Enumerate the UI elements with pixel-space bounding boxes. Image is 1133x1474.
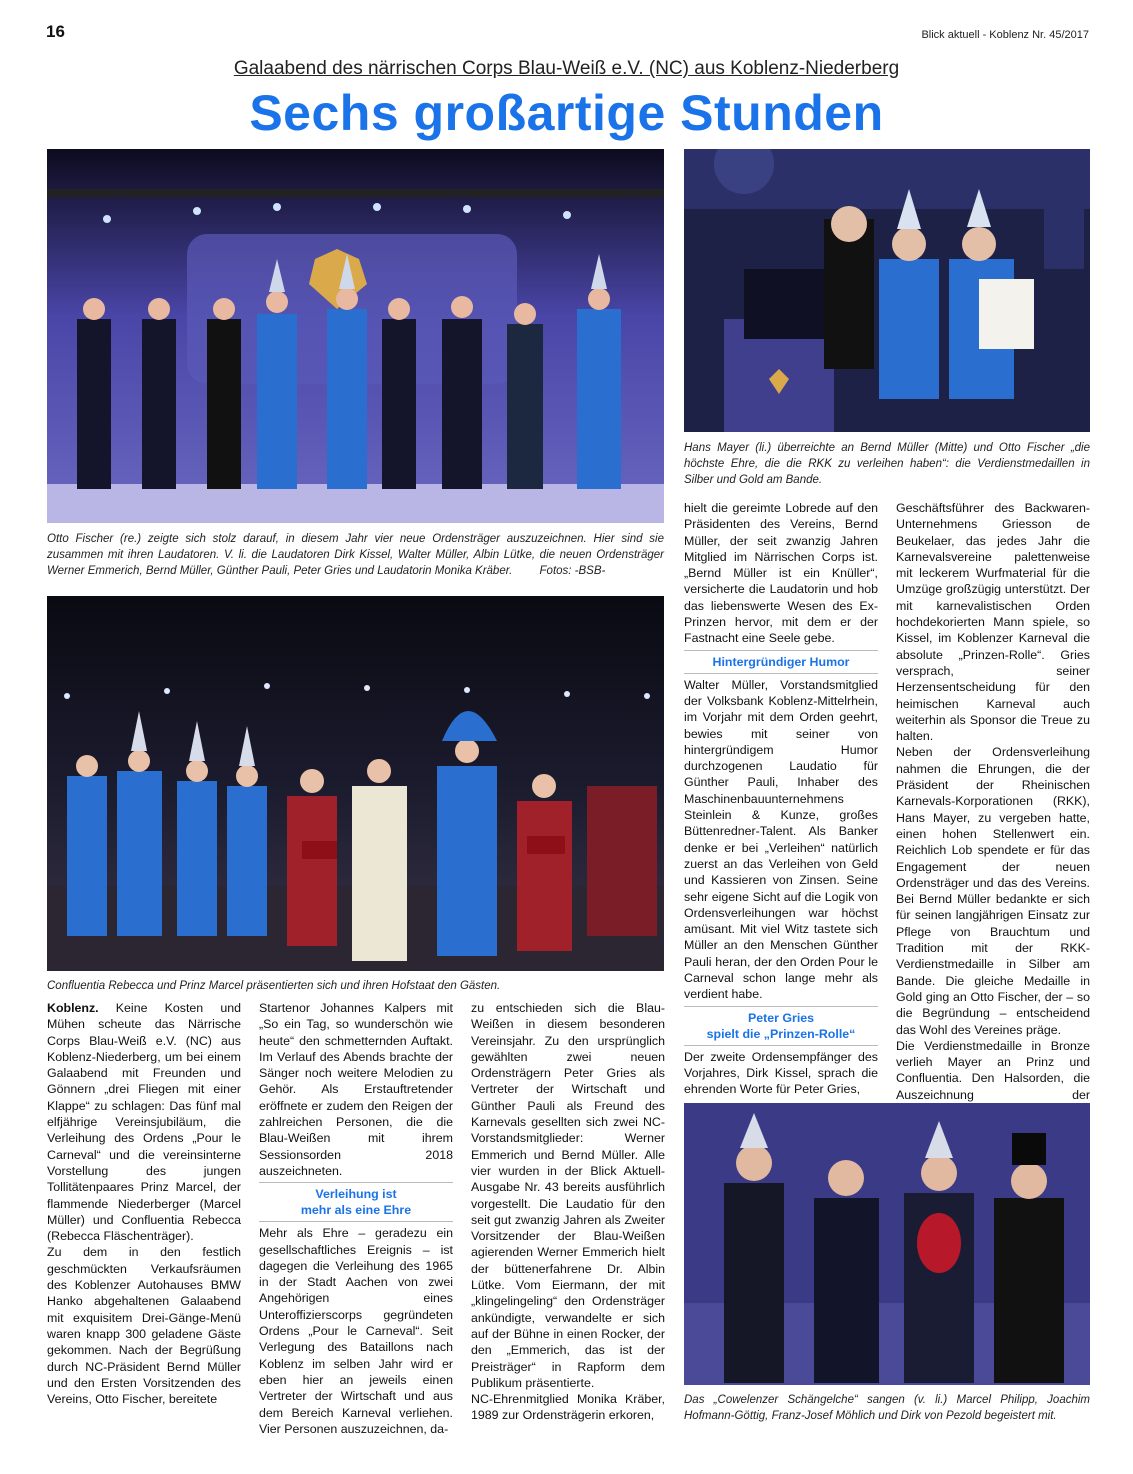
subheading (259, 1182, 453, 1222)
dateline: Koblenz. (47, 1001, 99, 1015)
subheading-line: Verleihung ist (315, 1187, 397, 1202)
issue-label: Blick aktuell - Koblenz Nr. 45/2017 (921, 29, 1089, 41)
caption-photo-court-presentation: Confluentia Rebecca und Prinz Marcel präsentierten sich und ihren Hofstaat den Gästen. (47, 980, 501, 992)
paragraph: Startenor Johannes Kalpers mit „So ein Tag, so wunderschön wie heute“ den schmetternden Auftakt. Im Verlauf des Abends brachte der Sänger noch weitere Melodien zu Gehör. Als Erstauftretender eröffnete er zudem den Reigen der zahlreichen Personen, die die Blau-Weißen mit ihrem Sessionsorden 2018 auszeichneten. (259, 1001, 453, 1178)
photo-stage-group (47, 149, 664, 523)
caption-photo-stage-group (47, 531, 664, 579)
subheading: Hintergründiger Humor (684, 650, 878, 674)
paragraph: Die Verdienstmedaille in Bronze verlieh Mayer an Prinz und Confluentia. Den Halsorden, die Auszeichnung der (896, 1038, 1090, 1102)
paragraph: Zu dem in den festlich geschmückten Verkaufsräumen des Koblenzer Autohauses BMW Hanko abgehaltenen Galaabend mit exquisitem Drei-Gänge-Menü waren knapp 300 geladene Gäste gekommen. Nach der Begrüßung durch NC-Präsident Bernd Müller und den Ersten Vorsitzenden des Vereins, Otto Fischer, bereitete (47, 1245, 241, 1407)
caption-photo-medal-presentation: Hans Mayer (li.) überreichte an Bernd Müller (Mitte) und Otto Fischer „die höchste Ehre, die die RKK zu verleihen haben“: die Verdienstmedaillen in Silber und Gold am Bande. (684, 442, 1090, 486)
paragraph: hielt die gereimte Lobrede auf den Präsidenten des Vereins, Bernd Müller, der seit zwanzig Jahren Mitglied im Närrischen Corps ist. „Bernd Müller ist ein Knüller“, versicherte die Laudatorin und hob das liebenswerte Wesen des Ex-Prinzen hervor, mit dem er der Fastnacht eine Seele gebe. (684, 501, 878, 646)
article-headline: Sechs großartige Stunden (249, 85, 884, 141)
photo-singers-image (684, 1103, 1090, 1385)
caption-text: Otto Fischer (re.) zeigte sich stolz darauf, in diesem Jahr vier neue Ordensträger auszuzeichnen. Hier sind sie zusammen mit ihren Laudatoren. V. li. die Laudatoren Dirk Kissel, Walter Müller, Albin Lütke, die neuen Ordensträger Werner Emmerich, Bernd Müller, Günther Pauli, Peter Gries und Laudatorin Monika Kräber. (47, 533, 664, 577)
paragraph: Der zweite Ordensempfänger des Vorjahres, Dirk Kissel, sprach die ehrenden Worte für Peter Gries, (684, 1049, 878, 1097)
paragraph: Geschäftsführer des Backwaren-Unternehmens Griesson de Beukelaer, das jedes Jahr die Karnevalsvereine palettenweise mit leckerem Wurfmaterial für die Umzüge großzügig unterstützt. Der mit karnevalistischen Orden hochdekorierten Mann spiele, so Kissel, im Koblenzer Karneval die absolute „Prinzen-Rolle“. Gries versprach, seiner Herzensentscheidung für den heimischen Karneval auch weiterhin als Sponsor die Treue zu halten. (896, 501, 1090, 744)
article-column-1 (47, 1000, 241, 1407)
paragraph: Neben der Ordensverleihung nahmen die Ehrungen, die der Präsident der Rheinischen Karnevals-Korporationen (RKK), Hans Mayer, zu vergeben hatte, einen hohen Stellenwert ein. Reichlich Lob spendete er für das Engagement der neuen Ordensträger und das des Vereins. Bei Bernd Müller bedankte er sich für seinen langjährigen Einsatz zur Pflege von Brauchtum und Tradition mit der RKK-Verdienstmedaille in Silber am Bande. Die gleiche Medaille in Gold ging an Otto Fischer, der – so die Begründung – entscheidend das Wohl des Vereines präge. (896, 745, 1090, 1037)
subheading-line: Peter Gries (747, 1010, 815, 1025)
photo-stage-group-image (47, 149, 664, 523)
paragraph: Mehr als Ehre – geradezu ein gesellschaftliches Ereignis – ist dagegen die Verleihung des 1965 in der Stadt Aachen von zwei Angehörigen eines Unteroffizierscorps gegründeten Ordens „Pour le Carneval“. Seit Verlegung des Bataillons nach Koblenz im selben Jahr wird er eben hier an jeweils einen Vertreter der Wirtschaft und aus dem Bereich Karneval verliehen. Vier Personen auszuzeichnen, da- (259, 1226, 453, 1436)
caption-photo-singers: Das „Cowelenzer Schängelche“ sangen (v. li.) Marcel Philipp, Joachim Hofmann-Göttig, Franz-Josef Möhlich und Dirk von Pezold begeistert mit. (684, 1394, 1090, 1422)
photo-medal-presentation-image (684, 149, 1090, 432)
subheading-line: spielt die „Prinzen-Rolle“ (706, 1026, 856, 1041)
article-column-2 (259, 1000, 453, 1437)
article-column-3-upper (684, 500, 878, 1098)
article-column-3-lower (471, 1000, 665, 1424)
article-column-4 (896, 500, 1090, 1136)
subheading (684, 1006, 878, 1046)
photo-singers (684, 1103, 1090, 1385)
paragraph: zu entschieden sich die Blau-Weißen in diesem besonderen Vereinsjahr. Zu den ursprünglich gewählten zwei neuen Ordensträgern Peter Gries als Vertreter der Wirtschaft und Günther Pauli als Freund des Karnevals gesellten sich zwei NC-Vorstandsmitglieder: Werner Emmerich und Bernd Müller. Alle vier wurden in der Blick Aktuell-Ausgabe Nr. 43 bereits ausführlich vorgestellt. Die Laudatio für den seit gut zwanzig Jahren als Zweiter Vorsitzender der Blau-Weißen agierenden Werner Emmerich hielt der büttenerfahrene Dr. Albin Lütke. Vom Eiermann, der mit „klingelingeling“ den Ordensträger ankündigte, verwandelte er sich auf der Bühne in einen Rocker, der den „Emmerich, das ist der Preisträger“ in Rapform dem Publikum präsentierte. (471, 1001, 665, 1390)
paragraph (47, 1000, 241, 1244)
photo-medal-presentation (684, 149, 1090, 432)
photo-court-presentation-image (47, 596, 664, 971)
article-kicker: Galaabend des närrischen Corps Blau-Weiß e.V. (NC) aus Koblenz-Niederberg (233, 58, 900, 79)
photo-credit: Fotos: -BSB- (539, 565, 606, 577)
subheading-line: mehr als eine Ehre (300, 1203, 412, 1218)
photo-court-presentation (47, 596, 664, 971)
paragraph-text: Keine Kosten und Mühen scheute das Närrische Corps Blau-Weiß e.V. (NC) aus Koblenz-Niederberg, um bei einem Galaabend mit Freunden und Gönnern „drei Fliegen mit einer Klappe“ zu schlagen: Das fünf mal elfjährige Vereinsjubiläum, die Verleihung des Ordens „Pour le Carneval“ und die vereinsinterne Vorstellung des jungen Tollitätenpaares Prinz Marcel, der flammende Niederberger (Marcel Müller) und Confluentia Rebecca (Rebecca Fläschenträger). (47, 1001, 241, 1244)
paragraph: Walter Müller, Vorstandsmitglied der Volksbank Koblenz-Mittelrhein, im Vorjahr mit dem Orden geehrt, bewies mit seiner von hintergründigem Humor durchzogenen Laudatio für Günther Pauli, Inhaber des Maschinenbauunternehmens Steinlein & Kunze, großes Büttenredner-Talent. Als Banker denke er bei „Verleihen“ natürlich zuerst an das Verleihen von Geld und Kassieren von Zinsen. Seine sehr eigene Sicht auf die Logik von Ordensverleihungen war höchst amüsant. Mit viel Witz tastete sich Müller an den Menschen Günther Pauli heran, der den Orden Pour le Carneval schon lange mehr als verdient habe. (684, 677, 878, 1002)
page-number: 16 (46, 22, 65, 41)
paragraph: NC-Ehrenmitglied Monika Kräber, 1989 zur Ordensträgerin erkoren, (471, 1392, 665, 1423)
